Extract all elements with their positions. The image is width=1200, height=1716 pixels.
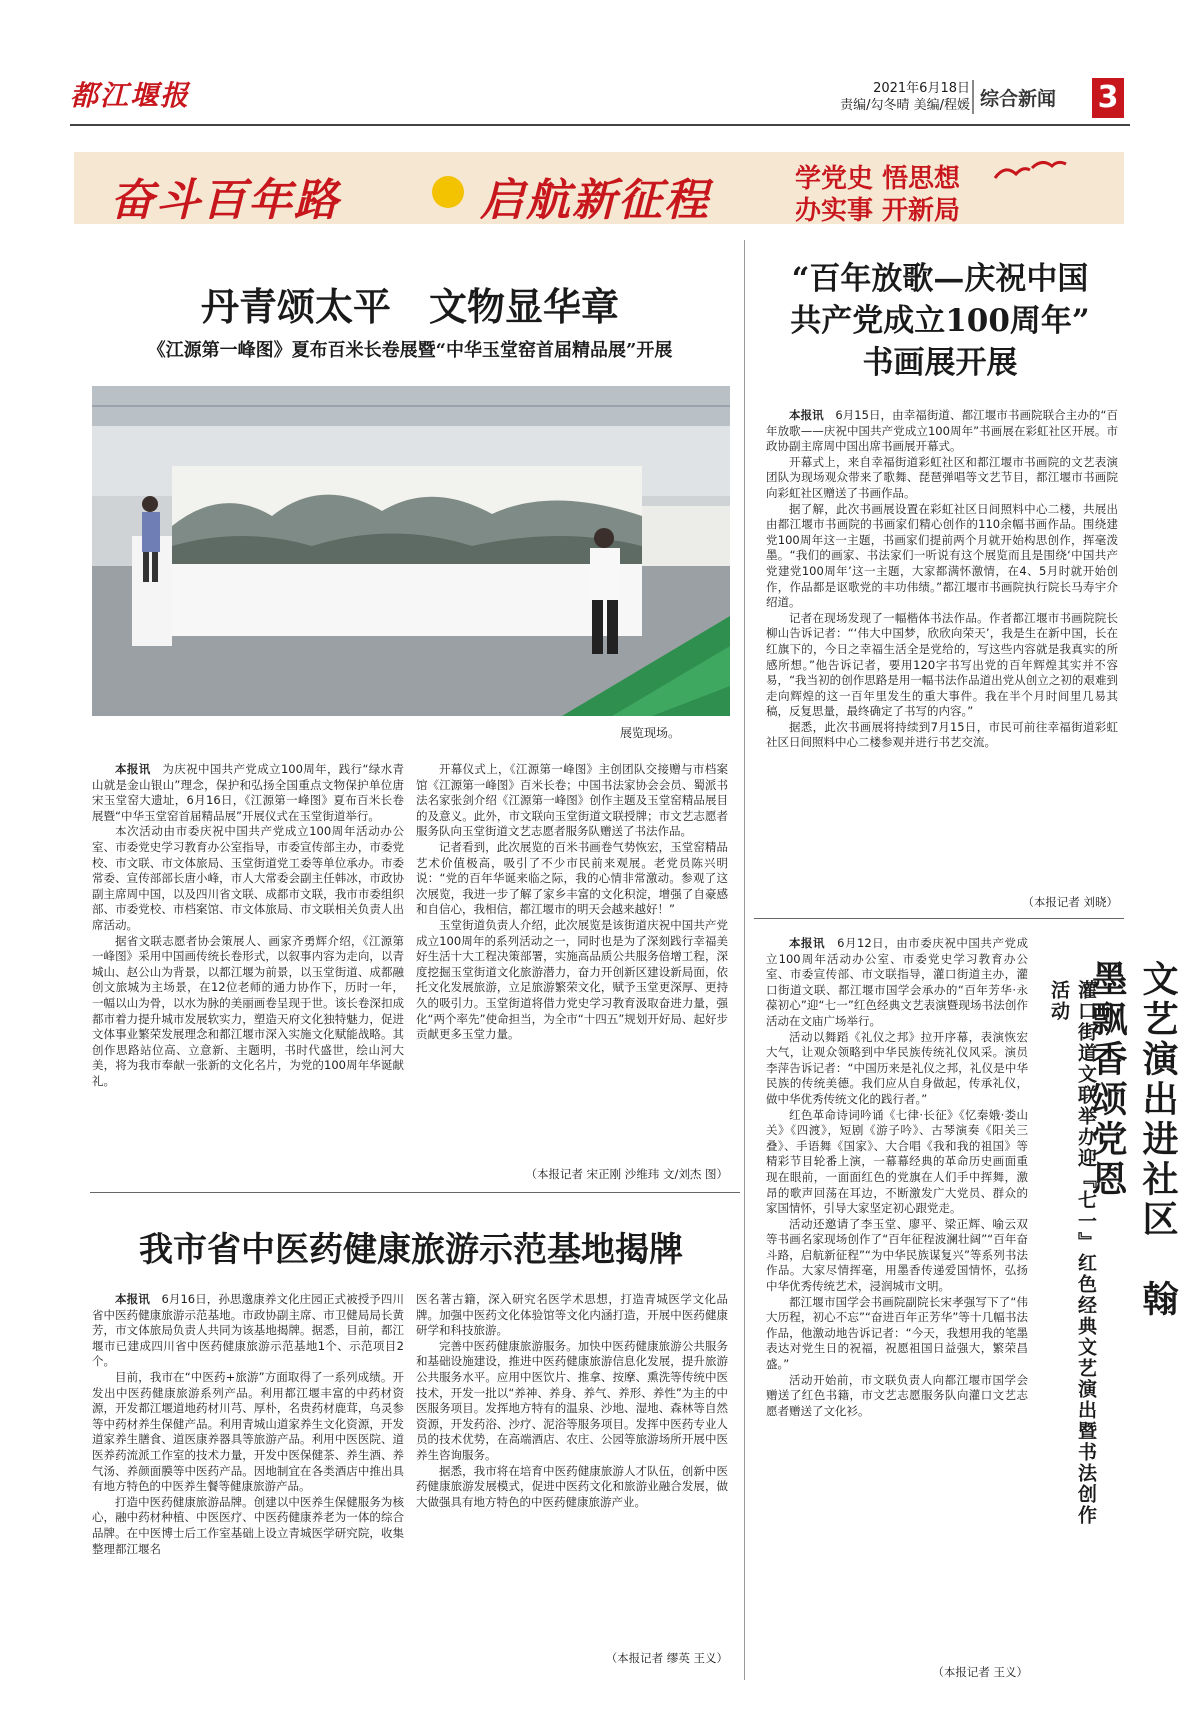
article1-title: 丹青颂太平 文物显华章 xyxy=(200,284,619,329)
article3-subtitle: 灌口街道文联举办迎『七一』红色经典文艺演出暨书法创作活动 xyxy=(1048,980,1097,1526)
paragraph: 6月16日，孙思邈康养文化庄园正式被授予四川省中医药健康旅游示范基地。市政协副主席、市卫健局局长黄芳，市文体旅局负责人共同为该基地揭牌。据悉，目前，都江堰市已建成四川省中医药健康旅游示范基地1个、示范项目2个。 xyxy=(92,1292,405,1369)
article4-column1 xyxy=(92,1292,404,1557)
paragraph: 活动以舞蹈《礼仪之邦》拉开序幕，表演恢宏大气，让观众领略到中华民族传统礼仪风采。演员李萍告诉记者：“中国历来是礼仪之邦，礼仪是中华民族的传统美德。我们应从自身做起，传承礼仪，做中华优秀传统文化的践行者。” xyxy=(766,1029,1028,1106)
banner-slogan-right-2: 办实事 开新局 xyxy=(795,196,961,226)
header-rule xyxy=(70,124,1130,126)
paragraph: 本次活动由市委庆祝中国共产党成立100周年活动办公室、市委党史学习教育办公室指导，市委宣传部主办，市委党校、市文联、市文体旅局、玉堂街道党工委等单位承办。市委常委、宣传部部长唐小峰，市人大常委会副主任韩冰，市政协副主席周中国，以及四川省文联、成都市文联，我市市委组织部、市委党校、市档案馆、市文体旅局、市文联相关负责人出席活动。 xyxy=(92,824,404,932)
paragraph: 开幕仪式上，《江源第一峰图》主创团队交接赠与市档案馆《江源第一峰图》百米长卷；中国书法家协会会员、蜀派书法名家张剑介绍《江源第一峰图》创作主题及玉堂窑精品展目的及意义。此外，市文联向玉堂街道文联授牌；市文艺志愿者服务队向玉堂街道文艺志愿者服务队赠送了书法作品。 xyxy=(416,762,728,839)
article3-lead: 本报讯 xyxy=(789,936,826,950)
column-rule xyxy=(744,240,745,1680)
article2-body xyxy=(766,408,1118,751)
article4-column2 xyxy=(416,1292,728,1510)
paragraph: 医名著古籍，深入研究名医学术思想，打造青城医学文化品牌。加强中医药文化体验馆等文化内涵打造，开展中医药健康研学和科技旅游。 xyxy=(416,1292,728,1338)
paragraph: 6月12日，由市委庆祝中国共产党成立100周年活动办公室、市委党史学习教育办公室、市委宣传部、市文联指导，灌口街道主办，灌口街道文联、都江堰市国学会承办的“百年芳华·永葆初心”迎“七一”红色经典文艺表演暨现场书法创作活动在文庙广场举行。 xyxy=(766,936,1029,1028)
paragraph: 开幕式上，来自幸福街道彩虹社区和都江堰市书画院的文艺表演团队为现场观众带来了歌舞、琵琶弹唱等文艺节目，都江堰市书画院向彩虹社区赠送了书画作品。 xyxy=(766,454,1118,500)
article4-lead: 本报讯 xyxy=(115,1292,150,1306)
article4-byline: （本报记者 缪英 王义） xyxy=(605,1651,728,1665)
paragraph: 据了解，此次书画展设置在彩虹社区日间照料中心二楼，共展出由都江堰市书画院的书画家们精心创作的110余幅书画作品。围绕建党100周年这一主题，书画家们提前两个月就开始构思创作，挥毫泼墨。“我们的画家、书法家们一听说有这个展览而且是围绕‘中国共产党建党100周年’这一主题，大家都满怀激情，在4、5月时就开始创作，作品都是讴歌党的丰功伟绩。”都江堰市书画院执行院长马寿宇介绍道。 xyxy=(766,501,1118,610)
banner-slogan-right-1: 学党史 悟思想 xyxy=(795,164,961,194)
paragraph: 玉堂街道负责人介绍，此次展览是该街道庆祝中国共产党成立100周年的系列活动之一，同时也是为了深刻践行幸福美好生活十大工程决策部署，实施高品质公共服务倍增工程，深度挖掘玉堂街道文化旅游潜力，奋力开创新区建设新局面，依托文化发展旅游，立足旅游繁荣文化，赋予玉堂更深厚、更持久的吸引力。玉堂街道将借力党史学习教育汲取奋进力量，强化“两个率先”使命担当，为全市“十四五”规划开好局、起好步贡献更多玉堂力量。 xyxy=(416,917,728,1042)
paragraph: 据省文联志愿者协会策展人、画家齐勇辉介绍，《江源第一峰图》采用中国画传统长卷形式，以叙事内容为走向，以青城山、赵公山为背景，以都江堰为前景，以玉堂街道、成都融创文旅城为主场景，在12位老师的通力协作下，历时一年，一幅以山为骨，以水为脉的美丽画卷呈现于世。该长卷深扣成都市着力提升城市发展软实力，塑造天府文化独特魅力，促进文体事业繁荣发展理念和都江堰市深入实施文化赋能战略。其创作思路站位高、立意新、主题明，书时代盛世，绘山河大美，将为我市奉献一张新的文化名片，为党的100周年华诞献礼。 xyxy=(92,933,404,1088)
section-name: 综合新闻 xyxy=(980,88,1057,110)
article2-title xyxy=(760,258,1120,384)
photo-caption: 展览现场。 xyxy=(620,726,681,740)
party-emblem-icon xyxy=(432,176,464,208)
article2-title-line2: 共产党成立100周年” xyxy=(790,303,1090,339)
paragraph: 据悉，此次书画展将持续到7月15日，市民可前往幸福街道彩虹社区日间照料中心二楼参观并进行书艺交流。 xyxy=(766,719,1118,750)
paragraph: 目前，我市在“中医药+旅游”方面取得了一系列成绩。开发出中医药健康旅游系列产品。利用都江堰丰富的中药材资源，开发都江堰道地药材川芎、厚朴，名贵药材鹿茸，乌灵参等中药材养生保健产品。利用青城山道家养生文化资源，开发道家养生膳食、道医康养器具等旅游产品。利用中医医院、道医养药流派工作室的技术力量，开发中医保健茶、养生酒、养气汤、养颜面膜等中医药产品。因地制宜在各类酒店中推出具有地方特色的中医养生餐等健康旅游产品。 xyxy=(92,1369,404,1494)
paragraph: 6月15日，由幸福街道、都江堰市书画院联合主办的“百年放歌——庆祝中国共产党成立100周年”书画展在彩虹社区开展。市政协副主席周中国出席书画展开幕式。 xyxy=(766,408,1119,454)
article2-title-line3: 书画展开展 xyxy=(862,345,1018,381)
issue-date: 2021年6月18日 xyxy=(873,81,970,96)
paragraph: 为庆祝中国共产党成立100周年，践行“绿水青山就是金山银山”理念，保护和弘扬全国重点文物保护单位唐宋玉堂窑大遗址，6月16日，《江源第一峰图》夏布百米长卷展暨“中华玉堂窑首届精品展”开展仪式在玉堂街道举行。 xyxy=(92,762,405,823)
doves-icon xyxy=(990,156,1070,190)
exhibition-photo xyxy=(92,386,730,716)
article3-byline: （本报记者 王义） xyxy=(932,1665,1028,1679)
banner-slogan-left: 奋斗百年路 xyxy=(110,175,340,226)
paragraph: 据悉，我市将在培育中医药健康旅游人才队伍，创新中医药健康旅游发展模式，促进中医药文化和旅游业融合发展，做大做强具有地方特色的中医药健康旅游产业。 xyxy=(416,1463,728,1509)
header-divider xyxy=(972,80,974,114)
article4-title: 我市省中医药健康旅游示范基地揭牌 xyxy=(139,1230,683,1270)
issue-editors: 责编/勾冬晴 美编/程媛 xyxy=(840,98,970,113)
article2-title-line1: “百年放歌—庆祝中国 xyxy=(791,261,1089,297)
article2-byline: （本报记者 刘晓） xyxy=(1022,895,1118,909)
paragraph: 都江堰市国学会书画院副院长宋孝强写下了“伟大历程，初心不忘”“奋进百年正芳华”等十几幅书法作品，他激动地告诉记者：“今天，我想用我的笔墨表达对党生日的祝福，祝愿祖国日益强大，繁荣昌盛。” xyxy=(766,1294,1028,1372)
paragraph: 记者在现场发现了一幅楷体书法作品。作者都江堰市书画院院长柳山告诉记者：“‘伟大中国梦，欣欣向荣天’，我是生在新中国，长在红旗下的，今日之幸福生活全是党给的，写这些内容就是我真实的所感所想。”他告诉记者，要用120字书写出党的百年辉煌其实并不容易，“我当初的创作思路是用一幅书法作品道出党从创立之初的艰难到走向辉煌的这一百年里发生的重大事件。我在半个月时间里几易其稿，反复思量，最终确定了书写的内容。” xyxy=(766,610,1118,719)
banner-slogan-middle: 启航新征程 xyxy=(480,175,710,226)
newspaper-logo: 都江堰报 xyxy=(70,79,191,112)
article1-lead: 本报讯 xyxy=(115,762,151,776)
paragraph: 打造中医药健康旅游品牌。创建以中医养生保健服务为核心，融中药材种植、中医医疗、中医药健康养老为一体的综合品牌。在中医博士后工作室基础上设立青城医学研究院，收集整理都江堰名 xyxy=(92,1494,404,1556)
article1-subtitle: 《江源第一峰图》夏布百米长卷展暨“中华玉堂窑首届精品展”开展 xyxy=(147,340,673,361)
article1-column2 xyxy=(416,762,728,1043)
article2-lead: 本报讯 xyxy=(789,408,824,422)
paragraph: 活动还邀请了李玉堂、廖平、梁正辉、喻云双等书画名家现场创作了“百年征程波澜壮阔”“百年奋斗路，启航新征程”“为中华民族谋复兴”等系列书法作品。大家尽情挥毫，用墨香传递爱国情怀，弘扬中华优秀传统艺术，浸润城市文明。 xyxy=(766,1216,1028,1294)
paragraph: 记者看到，此次展览的百米书画卷气势恢宏，玉堂窑精品艺术价值极高，吸引了不少市民前来观展。老党员陈兴明说：“党的百年华诞来临之际，我的心情非常激动。参观了这次展览，我进一步了解了家乡丰富的文化积淀，增强了自豪感和自信心，我相信，都江堰市的明天会越来越好！” xyxy=(416,839,728,917)
paragraph: 活动开始前，市文联负责人向都江堰市国学会赠送了红色书籍，市文艺志愿服务队向灌口文艺志愿者赠送了文化衫。 xyxy=(766,1372,1028,1418)
article1-byline: （本报记者 宋正刚 沙维玮 文/刘杰 图） xyxy=(525,1167,728,1181)
article3-title: 文艺演出进社区 翰墨飘香颂党恩 xyxy=(1086,960,1179,1320)
divider xyxy=(754,918,1124,919)
article1-column1 xyxy=(92,762,404,1089)
page-number: 3 xyxy=(1092,78,1124,118)
paragraph: 完善中医药健康旅游服务。加快中医药健康旅游公共服务和基础设施建设，推进中医药健康旅游信息化发展，提升旅游公共服务水平。应用中医饮片、推拿、按摩、熏洗等传统中医技术，开发一批以“养神、养身、养气、养形、养性”为主的中医服务项目。发挥地方特有的温泉、沙地、湿地、森林等自然资源，开发药浴、沙疗、泥浴等服务项目。发挥中医药专业人员的技术优势，在高端酒店、农庄、公园等旅游场所开展中医养生咨询服务。 xyxy=(416,1338,728,1462)
issue-meta xyxy=(760,80,970,114)
article3-body xyxy=(766,936,1028,1419)
paragraph: 红色革命诗词吟诵《七律·长征》《忆秦娥·娄山关》《四渡》，短剧《游子吟》、古琴演奏《阳关三叠》、手语舞《国家》、大合唱《我和我的祖国》等精彩节目轮番上演，一幕幕经典的革命历史画面重现在眼前，一面面红色的党旗在人们手中挥舞，激昂的歌声回荡在耳边，不断激发广大党员、群众的家国情怀，引导大家坚定初心跟党走。 xyxy=(766,1107,1028,1216)
divider xyxy=(90,1192,740,1193)
